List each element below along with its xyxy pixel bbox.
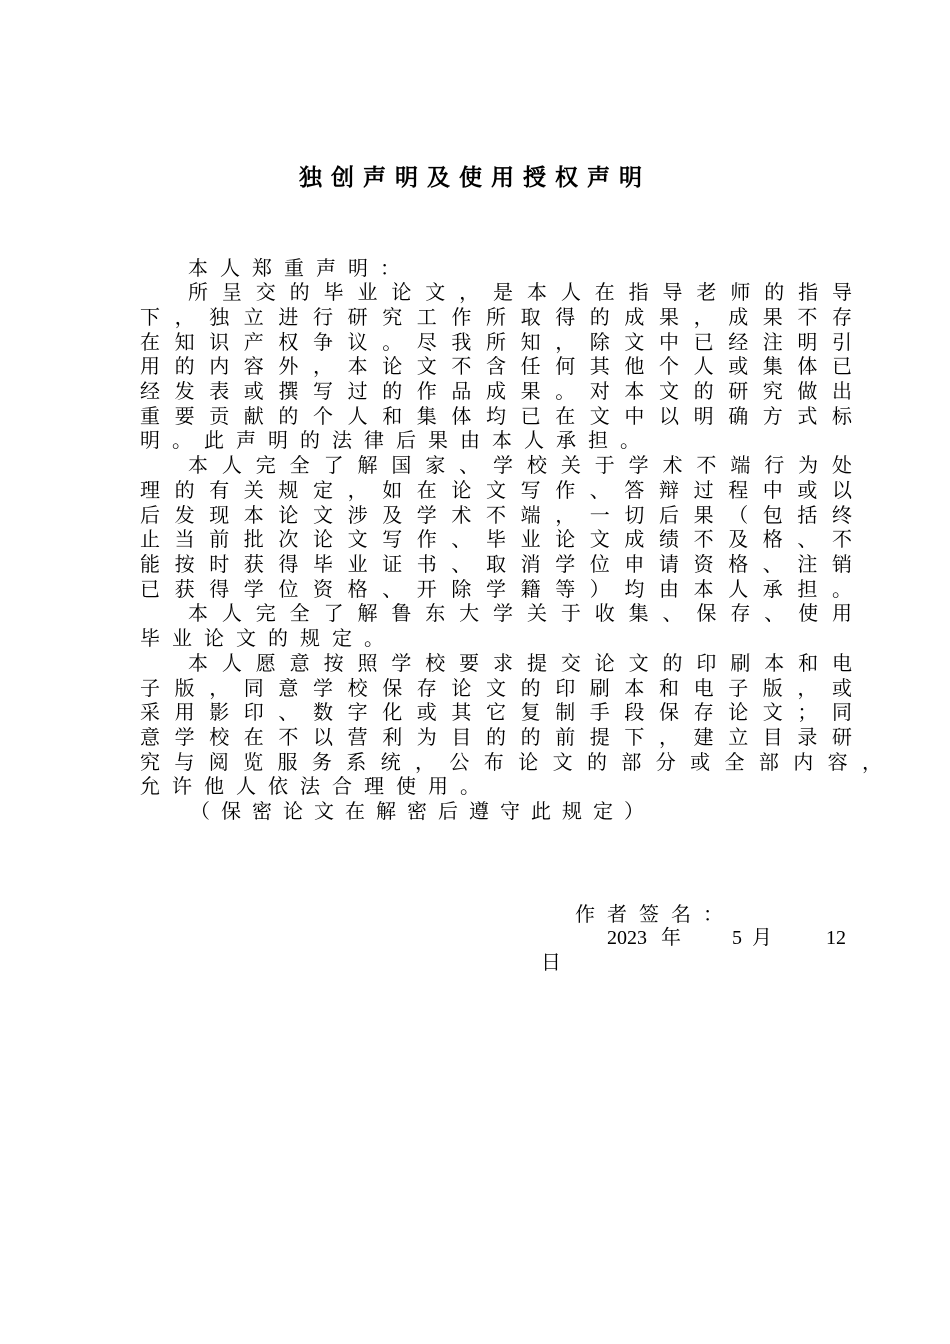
text-line: 在知识产权争议。尽我所知，除文中已经注明引 [140, 330, 852, 354]
text-line: 止当前批次论文写作、毕业论文成绩不及格、不 [140, 527, 852, 551]
signature-month-unit: 月 [752, 927, 772, 949]
text-line: 毕业论文的规定。 [140, 626, 396, 650]
signature-year-unit: 年 [661, 927, 681, 949]
text-line: 本人愿意按照学校要求提交论文的印刷本和电 [188, 651, 852, 675]
signature-day-unit: 日 [541, 952, 561, 974]
document-title: 独创声明及使用授权声明 [299, 165, 651, 191]
text-line: 用的内容外，本论文不含任何其他个人或集体已 [140, 354, 852, 378]
text-line: 重要贡献的个人和集体均已在文中以明确方式标 [140, 404, 852, 428]
text-line: 采用影印、数字化或其它复制手段保存论文；同 [140, 700, 852, 724]
signature-label: 作者签名： [575, 902, 735, 926]
text-line: 本人完全了解鲁东大学关于收集、保存、使用 [188, 601, 852, 625]
text-line: 子版，同意学校保存论文的印刷本和电子版，或 [140, 676, 852, 700]
signature-year: 2023 [607, 927, 647, 949]
confidential-note: （保密论文在解密后遵守此规定） [190, 799, 655, 823]
text-line: 本人完全了解国家、学校关于学术不端行为处 [188, 453, 852, 477]
text-line: 经发表或撰写过的作品成果。对本文的研究做出 [140, 379, 852, 403]
text-line: 理的有关规定，如在论文写作、答辩过程中或以 [140, 478, 852, 502]
text-line: 究与阅览服务系统，公布论文的部分或全部内容， [140, 750, 882, 774]
text-line: 所呈交的毕业论文，是本人在指导老师的指导 [188, 280, 852, 304]
text-line: 意学校在不以营利为目的的前提下，建立目录研 [140, 725, 852, 749]
text-line: 明。此声明的法律后果由本人承担。 [140, 428, 652, 452]
signature-day: 12 [826, 927, 846, 949]
signature-month: 5 [732, 927, 742, 949]
text-line: 能按时获得毕业证书、取消学位申请资格、注销 [140, 552, 852, 576]
text-line: 下，独立进行研究工作所取得的成果，成果不存 [140, 305, 852, 329]
text-line: 后发现本论文涉及学术不端，一切后果（包括终 [140, 503, 852, 527]
text-line: 本人郑重声明： [188, 256, 412, 280]
text-line: 已获得学位资格、开除学籍等）均由本人承担。 [140, 577, 852, 601]
text-line: 允许他人依法合理使用。 [140, 774, 492, 798]
